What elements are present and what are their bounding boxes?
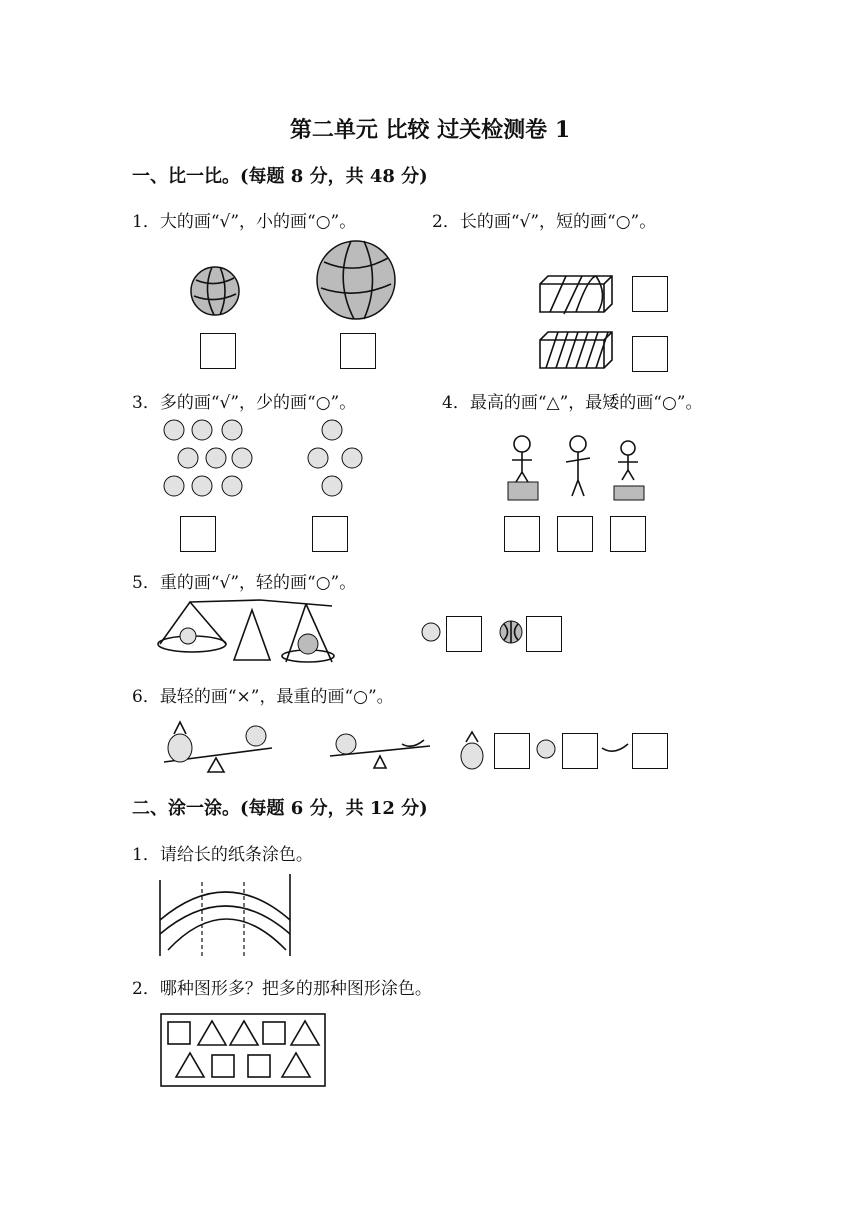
question-2-1: 1．请给长的纸条涂色。 bbox=[132, 845, 313, 865]
apple-icon-2 bbox=[534, 738, 558, 760]
page-title: 第二单元 比较 过关检测卷 1 bbox=[289, 117, 571, 143]
answer-box-apple-2[interactable] bbox=[562, 733, 598, 769]
answer-box-small-ball[interactable] bbox=[200, 333, 236, 369]
question-1-3: 3．多的画“√”，少的画“○”。 bbox=[132, 393, 357, 413]
shapes-frame bbox=[160, 1013, 326, 1087]
answer-box-child-1[interactable] bbox=[504, 516, 540, 552]
answer-box-watermelon[interactable] bbox=[526, 616, 562, 652]
answer-box-few-apples[interactable] bbox=[312, 516, 348, 552]
balance-scale-icon bbox=[156, 596, 342, 666]
few-apples-icon bbox=[306, 418, 366, 500]
three-children-icon bbox=[502, 430, 652, 504]
answer-box-child-2[interactable] bbox=[557, 516, 593, 552]
long-rope-block-icon bbox=[536, 330, 616, 372]
answer-box-many-apples[interactable] bbox=[180, 516, 216, 552]
paper-strips-icon bbox=[156, 872, 296, 958]
watermelon-icon bbox=[498, 618, 524, 646]
small-ball-icon bbox=[190, 266, 240, 316]
section-2-heading: 二、涂一涂。(每题 6 分，共 12 分) bbox=[132, 798, 428, 819]
seesaw-pineapple-apple-icon bbox=[160, 718, 276, 776]
question-1-6: 6．最轻的画“×”，最重的画“○”。 bbox=[132, 687, 394, 707]
answer-box-short-rope[interactable] bbox=[632, 276, 668, 312]
answer-box-apple[interactable] bbox=[446, 616, 482, 652]
big-ball-icon bbox=[316, 240, 396, 320]
many-apples-icon bbox=[160, 418, 252, 500]
section-1-heading: 一、比一比。(每题 8 分，共 48 分) bbox=[132, 166, 428, 187]
answer-box-child-3[interactable] bbox=[610, 516, 646, 552]
question-2-2: 2．哪种图形多？把多的那种图形涂色。 bbox=[132, 979, 432, 999]
pineapple-icon bbox=[458, 730, 486, 770]
question-1-5: 5．重的画“√”，轻的画“○”。 bbox=[132, 573, 357, 593]
answer-box-pineapple[interactable] bbox=[494, 733, 530, 769]
apple-icon bbox=[420, 620, 442, 644]
question-1-1: 1．大的画“√”，小的画“○”。 bbox=[132, 212, 357, 232]
question-1-4: 4．最高的画“△”，最矮的画“○”。 bbox=[442, 393, 703, 413]
short-rope-block-icon bbox=[536, 274, 616, 316]
banana-icon bbox=[600, 740, 630, 756]
question-1-2: 2．长的画“√”，短的画“○”。 bbox=[432, 212, 657, 232]
answer-box-banana[interactable] bbox=[632, 733, 668, 769]
seesaw-apple-banana-icon bbox=[326, 726, 434, 772]
answer-box-long-rope[interactable] bbox=[632, 336, 668, 372]
answer-box-big-ball[interactable] bbox=[340, 333, 376, 369]
